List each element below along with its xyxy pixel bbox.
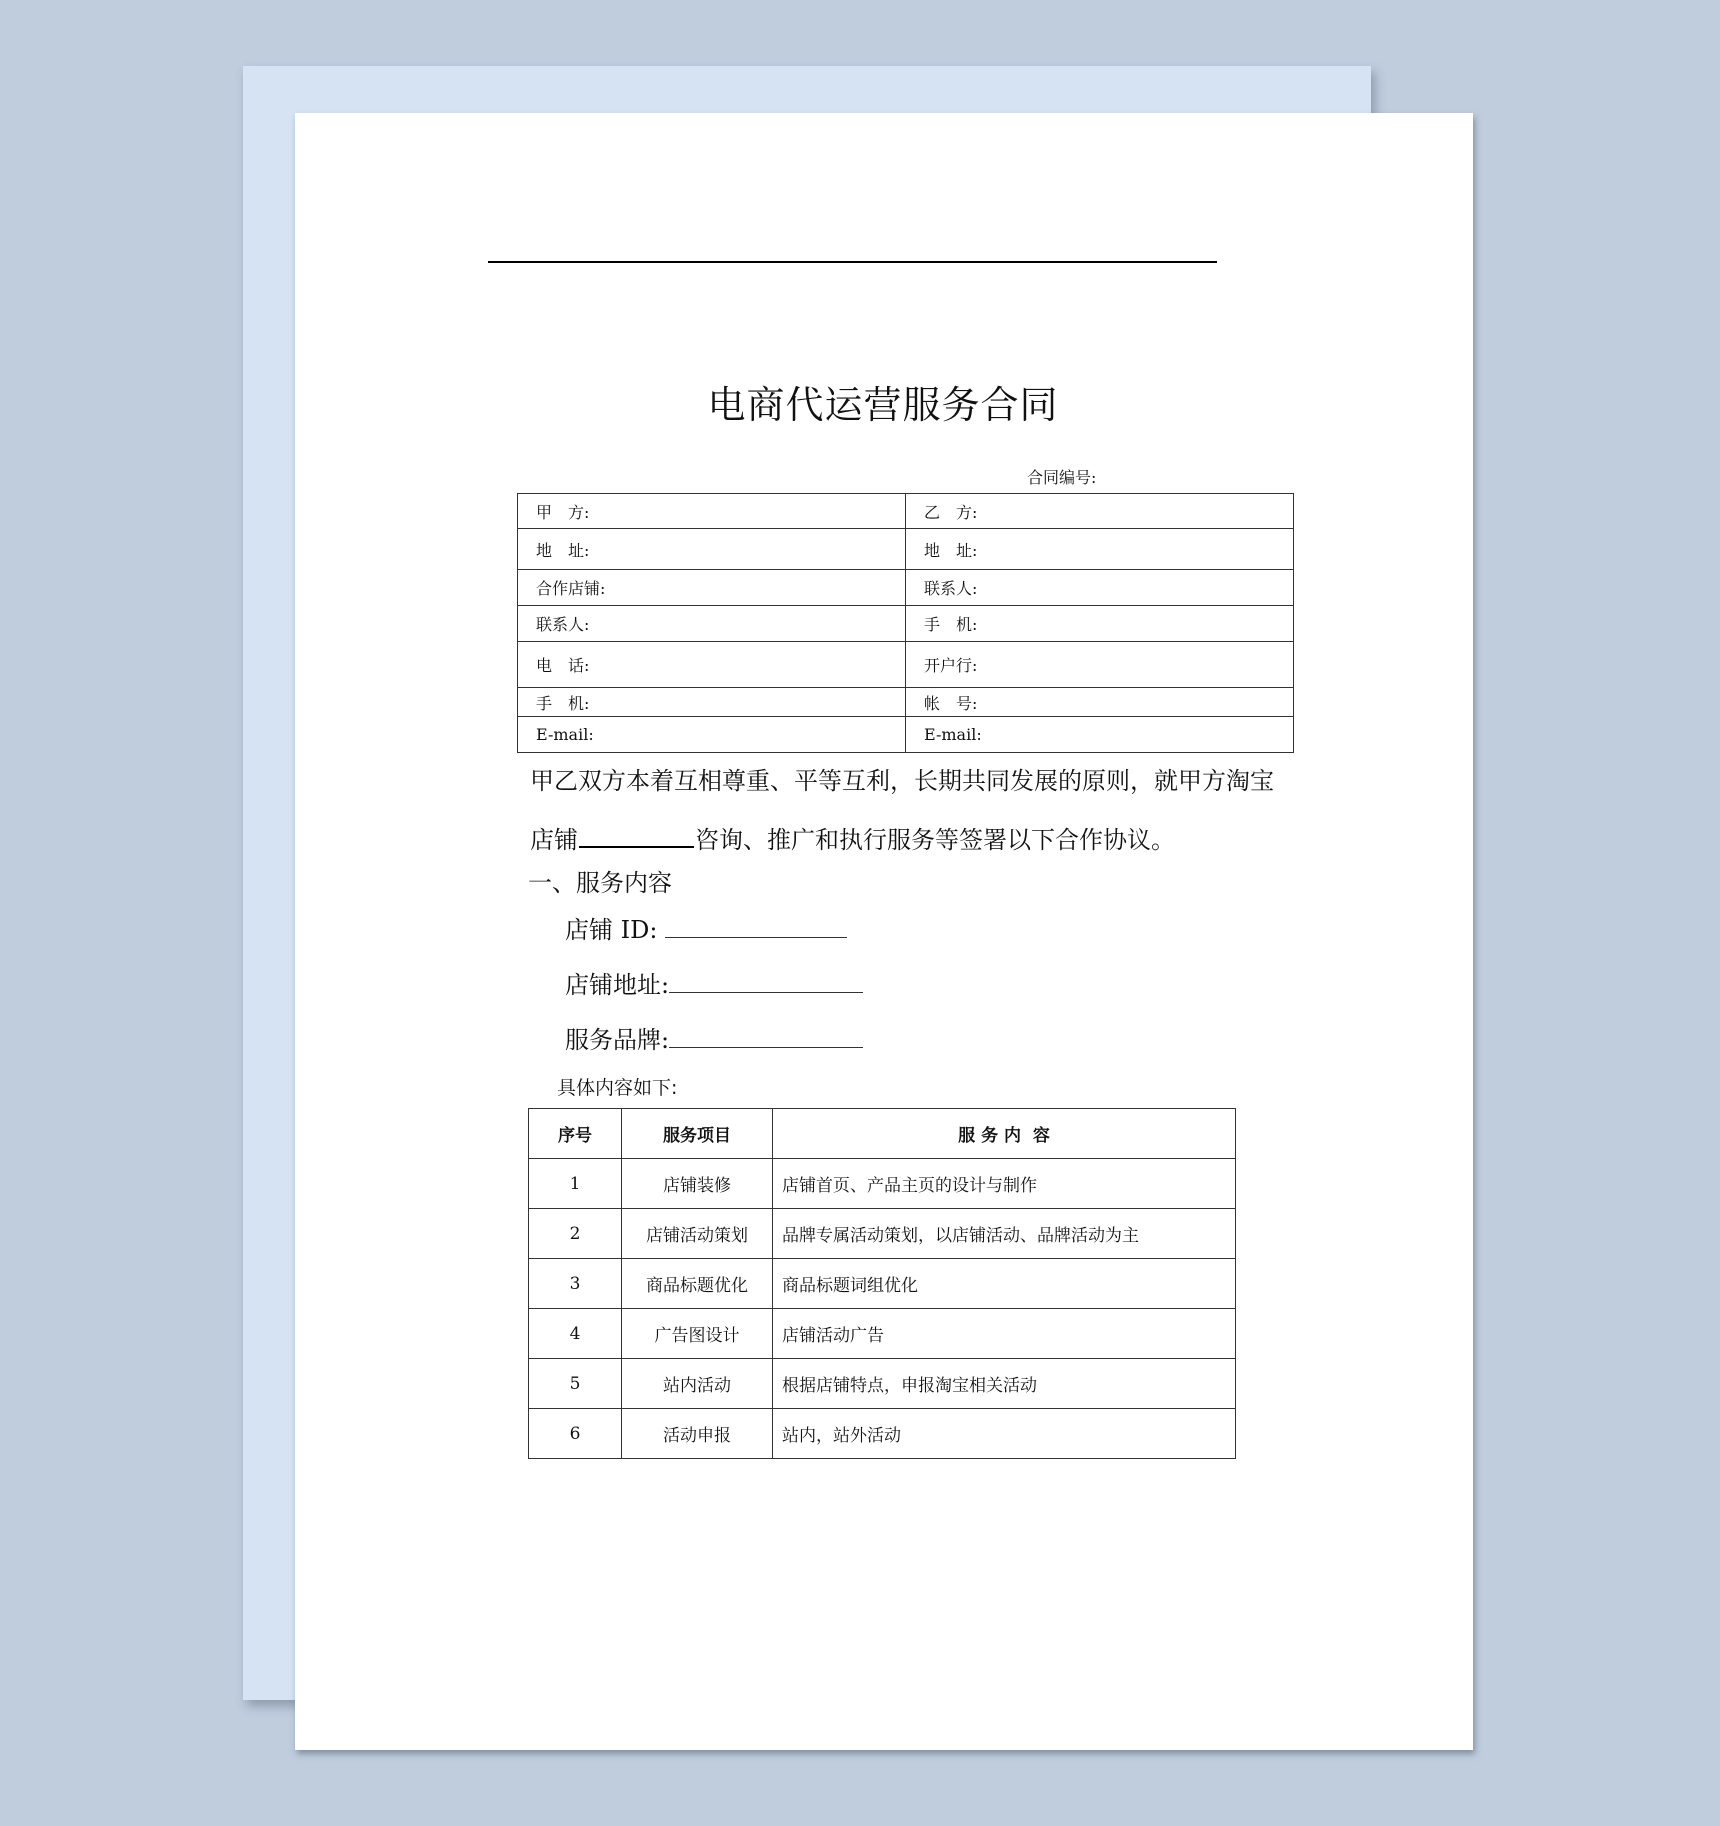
row-item: 广告图设计: [622, 1309, 773, 1359]
table-row: [529, 1209, 1236, 1259]
row-no: 2: [529, 1209, 622, 1259]
row-content: 站内，站外活动: [773, 1409, 1236, 1459]
table-row: [518, 529, 1294, 570]
table-row: [518, 688, 1294, 717]
party-a-contact-cell: 联系人:: [518, 606, 906, 642]
party-a-name-cell: 甲 方:: [518, 494, 906, 529]
table-row: [529, 1359, 1236, 1409]
table-header-row: [529, 1109, 1236, 1159]
shop-address-label: 店铺地址:: [565, 971, 670, 999]
row-no: 5: [529, 1359, 622, 1409]
shop-id-label: 店铺 ID:: [565, 916, 658, 944]
header-no: 序号: [529, 1109, 622, 1159]
shop-address-field: [565, 966, 863, 1002]
table-row: [518, 717, 1294, 753]
row-item: 店铺装修: [622, 1159, 773, 1209]
details-heading: 具体内容如下:: [557, 1077, 678, 1099]
row-no: 4: [529, 1309, 622, 1359]
service-brand-blank[interactable]: [669, 1021, 863, 1048]
table-row: [518, 570, 1294, 606]
shop-name-blank[interactable]: [579, 820, 694, 848]
party-b-mobile-cell: 手 机:: [906, 606, 1294, 642]
party-b-address-cell: 地 址:: [906, 529, 1294, 570]
shop-id-blank[interactable]: [665, 911, 847, 938]
intro-paragraph-line2: [530, 820, 1175, 857]
contract-number-label: 合同编号:: [1027, 468, 1097, 487]
table-row: [529, 1309, 1236, 1359]
party-a-mobile-cell: 手 机:: [518, 688, 906, 717]
row-content: 品牌专属活动策划，以店铺活动、品牌活动为主: [773, 1209, 1236, 1259]
party-a-phone-cell: 电 话:: [518, 642, 906, 688]
service-table: [528, 1108, 1236, 1459]
table-row: [529, 1259, 1236, 1309]
party-b-account-cell: 帐 号:: [906, 688, 1294, 717]
shop-id-field: [565, 911, 847, 947]
table-row: [518, 606, 1294, 642]
front-page-sheet: [295, 113, 1473, 1750]
parties-table: [517, 493, 1294, 753]
shop-address-blank[interactable]: [669, 966, 863, 993]
party-a-shop-cell: 合作店铺:: [518, 570, 906, 606]
row-no: 1: [529, 1159, 622, 1209]
service-brand-label: 服务品牌:: [565, 1026, 670, 1054]
table-row: [529, 1159, 1236, 1209]
row-content: 店铺首页、产品主页的设计与制作: [773, 1159, 1236, 1209]
row-item: 活动申报: [622, 1409, 773, 1459]
row-no: 3: [529, 1259, 622, 1309]
intro-paragraph-line1: 甲乙双方本着互相尊重、平等互利，长期共同发展的原则，就甲方淘宝: [530, 767, 1274, 795]
party-b-bank-cell: 开户行:: [906, 642, 1294, 688]
header-rule: [488, 261, 1217, 263]
row-content: 商品标题词组优化: [773, 1259, 1236, 1309]
table-row: [518, 494, 1294, 529]
header-item: 服务项目: [622, 1109, 773, 1159]
table-row: [529, 1409, 1236, 1459]
row-content: 店铺活动广告: [773, 1309, 1236, 1359]
section-heading-service-content: 一、服务内容: [528, 869, 672, 897]
party-a-address-cell: 地 址:: [518, 529, 906, 570]
intro-line2-suffix: 咨询、推广和执行服务等签署以下合作协议。: [695, 826, 1175, 854]
document-title: 电商代运营服务合同: [707, 383, 1059, 427]
header-content: 服 务 内 容: [773, 1109, 1236, 1159]
party-b-email-cell: E-mail:: [906, 717, 1294, 753]
row-item: 商品标题优化: [622, 1259, 773, 1309]
party-b-contact-cell: 联系人:: [906, 570, 1294, 606]
row-item: 站内活动: [622, 1359, 773, 1409]
row-no: 6: [529, 1409, 622, 1459]
party-a-email-cell: E-mail:: [518, 717, 906, 753]
party-b-name-cell: 乙 方:: [906, 494, 1294, 529]
row-item: 店铺活动策划: [622, 1209, 773, 1259]
table-row: [518, 642, 1294, 688]
intro-line2-prefix: 店铺: [530, 826, 578, 854]
row-content: 根据店铺特点，申报淘宝相关活动: [773, 1359, 1236, 1409]
service-brand-field: [565, 1021, 863, 1057]
